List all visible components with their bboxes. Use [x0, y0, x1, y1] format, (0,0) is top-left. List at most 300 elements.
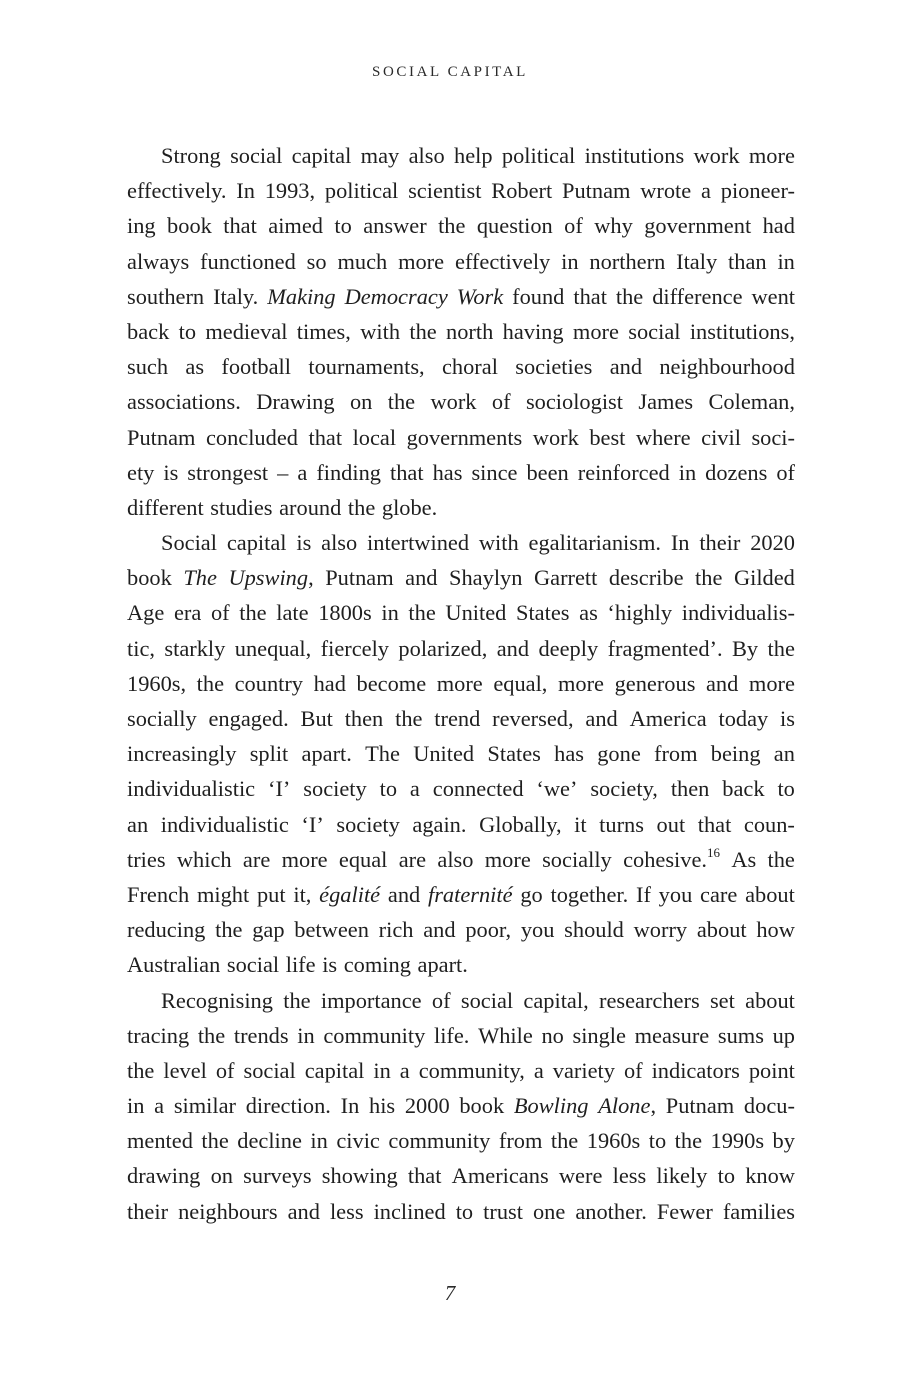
word — [208, 701, 288, 736]
word — [267, 279, 335, 314]
text-run: concluded — [205, 424, 298, 450]
word — [210, 490, 272, 525]
word — [380, 771, 397, 806]
text-run: showing — [321, 1163, 398, 1189]
word — [516, 595, 569, 630]
word — [127, 736, 236, 771]
italic-text: fraternité — [427, 881, 513, 907]
text-run: together. — [550, 881, 629, 907]
word — [676, 244, 717, 279]
text-run: split — [249, 741, 289, 767]
text-run: tournaments, — [308, 354, 425, 380]
word — [206, 420, 298, 455]
word — [310, 1123, 327, 1158]
word — [322, 1158, 398, 1193]
word — [314, 666, 346, 701]
word — [721, 173, 795, 208]
word — [573, 279, 607, 314]
word — [459, 1088, 504, 1123]
word — [751, 279, 795, 314]
text-run: societies — [515, 354, 593, 380]
text-run: political — [501, 143, 576, 168]
word — [609, 560, 684, 595]
word — [575, 1194, 647, 1229]
word — [709, 384, 795, 419]
word — [433, 455, 463, 490]
text-run: to — [648, 1128, 667, 1154]
word — [161, 525, 217, 560]
text-run: 2000 — [404, 1093, 450, 1119]
word — [454, 138, 493, 173]
word — [615, 666, 696, 701]
text-run: than — [728, 248, 767, 274]
word — [561, 244, 578, 279]
word — [127, 1158, 200, 1193]
word — [408, 595, 435, 630]
text-run: his — [369, 1093, 396, 1119]
text-run: Age — [127, 600, 165, 626]
text-run: Putnam — [325, 565, 394, 591]
word — [465, 912, 511, 947]
word — [585, 138, 685, 173]
italic-text: égalité — [319, 881, 381, 907]
word — [413, 736, 474, 771]
text-run: deeply — [538, 635, 599, 661]
word — [701, 420, 741, 455]
text-run: less — [612, 1163, 647, 1189]
text-run: is — [163, 459, 179, 485]
text-run: dozens — [705, 459, 768, 485]
text-line — [127, 983, 795, 1018]
text-run: has — [554, 741, 584, 767]
word — [322, 947, 337, 982]
word — [654, 736, 698, 771]
text-run: that — [697, 811, 732, 837]
word — [230, 138, 282, 173]
text-run: is — [322, 952, 338, 978]
word — [388, 1123, 490, 1158]
word — [734, 560, 795, 595]
text-run: Globally, — [479, 811, 562, 837]
text-run: out — [656, 811, 686, 837]
word — [749, 1053, 795, 1088]
text-run: put — [256, 881, 286, 907]
word — [590, 771, 658, 806]
italic-text: Upswing — [228, 565, 309, 591]
word — [700, 877, 737, 912]
text-run: the — [196, 670, 225, 696]
text-run: community — [323, 1022, 426, 1048]
word — [227, 525, 287, 560]
word — [127, 244, 189, 279]
word — [350, 384, 372, 419]
text-run: in — [561, 248, 579, 274]
word — [649, 1123, 666, 1158]
word — [562, 173, 630, 208]
word — [228, 560, 313, 595]
word — [277, 455, 288, 490]
text-run: in — [373, 1057, 391, 1083]
text-run: level — [163, 1057, 207, 1083]
text-run: Australian — [127, 952, 221, 978]
word — [381, 595, 398, 630]
text-run: then — [670, 776, 710, 802]
word — [408, 1158, 442, 1193]
word — [164, 631, 225, 666]
word — [723, 1194, 795, 1229]
word — [201, 1123, 228, 1158]
text-line — [127, 1194, 795, 1229]
word — [690, 314, 795, 349]
word — [234, 1018, 289, 1053]
word — [610, 349, 642, 384]
text-run: studies — [210, 494, 273, 520]
text-run: such — [127, 354, 169, 380]
text-run: finding — [316, 459, 381, 485]
text-run: researchers — [598, 987, 700, 1013]
text-run: tracing — [127, 1022, 190, 1048]
text-run: and — [287, 1198, 320, 1224]
text-run: Strong — [161, 143, 221, 168]
text-run: to — [379, 776, 398, 802]
text-run: in — [777, 248, 795, 274]
word — [644, 208, 751, 243]
text-run: 1990s — [710, 1128, 765, 1154]
word — [127, 1194, 168, 1229]
text-run: aimed — [268, 213, 323, 239]
text-run: 2020 — [750, 530, 795, 556]
text-line — [127, 631, 795, 666]
text-run: United — [413, 741, 475, 767]
word — [325, 173, 398, 208]
text-run: should — [564, 917, 624, 943]
word — [589, 244, 665, 279]
text-run: socially — [542, 846, 612, 872]
text-run: it, — [293, 881, 312, 907]
text-run: of — [491, 389, 511, 415]
text-run: social — [226, 952, 280, 978]
word — [598, 1088, 656, 1123]
word — [682, 595, 795, 630]
text-run: capital, — [523, 987, 589, 1013]
word — [437, 666, 483, 701]
text-line — [127, 244, 795, 279]
text-run: back — [127, 318, 170, 344]
text-line — [127, 384, 795, 419]
word — [302, 736, 352, 771]
text-run: in — [127, 1093, 145, 1119]
paragraph — [127, 983, 795, 1229]
word — [127, 1123, 193, 1158]
text-run: become — [356, 670, 427, 696]
text-run: difference — [652, 283, 743, 309]
text-run: French — [127, 881, 190, 907]
word — [216, 1053, 235, 1088]
text-run: Putnam — [127, 424, 196, 450]
word — [437, 842, 473, 877]
text-run: indicators — [651, 1057, 740, 1083]
text-run: and — [387, 881, 421, 907]
word — [613, 1158, 647, 1193]
word — [418, 947, 468, 982]
text-run: drawing — [127, 1163, 201, 1189]
text-line — [127, 947, 795, 982]
word — [574, 807, 586, 842]
text-run: Recognising — [161, 987, 273, 1013]
word — [339, 842, 388, 877]
text-run: measure — [634, 1022, 710, 1048]
word — [183, 560, 217, 595]
word — [705, 455, 767, 490]
text-run: it — [574, 811, 587, 837]
text-run: sociologist — [525, 389, 623, 415]
text-run: direction. — [245, 1093, 331, 1119]
word — [250, 736, 289, 771]
text-run: had — [762, 213, 795, 239]
word — [407, 420, 523, 455]
word — [430, 384, 476, 419]
word — [478, 1018, 533, 1053]
word — [369, 1088, 395, 1123]
text-run: individualistic — [160, 811, 289, 837]
text-run: the — [127, 1057, 155, 1083]
word — [616, 279, 643, 314]
text-run: the — [197, 1022, 226, 1048]
text-run: you — [520, 917, 555, 943]
word — [282, 842, 328, 877]
word — [529, 525, 661, 560]
word — [608, 631, 723, 666]
text-run: strongest — [187, 459, 269, 485]
word — [432, 983, 451, 1018]
text-run: more — [281, 846, 328, 872]
text-run: their — [127, 1198, 169, 1224]
text-run: political — [324, 178, 399, 204]
word — [296, 525, 311, 560]
word — [776, 455, 795, 490]
text-run: the — [201, 1128, 229, 1154]
text-run: set — [709, 987, 735, 1013]
word — [211, 1158, 233, 1193]
word — [749, 666, 795, 701]
text-run: While — [478, 1022, 533, 1048]
text-run: sums — [717, 1022, 764, 1048]
word — [536, 771, 577, 806]
word — [777, 244, 794, 279]
page-number: 7 — [444, 1281, 456, 1305]
word — [390, 455, 424, 490]
text-run: civil — [701, 424, 741, 450]
text-run: increasingly — [127, 741, 237, 767]
text-run: why — [594, 213, 633, 239]
word — [223, 208, 257, 243]
word — [301, 701, 333, 736]
word — [711, 1123, 765, 1158]
text-run: social — [243, 1057, 296, 1083]
text-run: a — [399, 1057, 410, 1083]
body-text — [127, 138, 795, 1229]
word — [514, 1088, 589, 1123]
text-run: and — [496, 635, 530, 661]
text-run: importance — [320, 987, 422, 1013]
word — [579, 595, 598, 630]
text-run: the — [347, 494, 376, 520]
text-run: more — [398, 248, 445, 274]
word — [127, 1018, 189, 1053]
word — [572, 1018, 625, 1053]
word — [336, 807, 399, 842]
text-run: cohesive. — [623, 846, 707, 872]
word — [695, 560, 722, 595]
text-run: the — [409, 318, 437, 344]
word — [542, 842, 612, 877]
text-run: and — [705, 670, 739, 696]
word — [756, 912, 795, 947]
text-run: another. — [575, 1198, 647, 1224]
text-run: society — [303, 776, 367, 802]
text-run: point — [748, 1057, 795, 1083]
italic-text: Alone — [598, 1093, 651, 1119]
text-run: in — [297, 1022, 315, 1048]
word — [336, 1123, 380, 1158]
text-run: If — [635, 881, 651, 907]
word — [345, 701, 384, 736]
word — [268, 208, 323, 243]
word — [388, 384, 415, 419]
text-run: again. — [412, 811, 467, 837]
word — [652, 1053, 740, 1088]
word — [483, 1194, 523, 1229]
word — [477, 208, 553, 243]
word — [445, 595, 506, 630]
word — [515, 349, 592, 384]
word — [675, 1123, 702, 1158]
text-run: governments — [406, 424, 523, 450]
text-run: government — [644, 213, 752, 239]
word — [288, 1194, 320, 1229]
text-run: best — [589, 424, 626, 450]
word — [433, 771, 524, 806]
word — [409, 314, 436, 349]
word — [379, 912, 414, 947]
text-run: a — [701, 178, 711, 204]
word — [318, 595, 372, 630]
text-run: the — [283, 987, 311, 1013]
text-run: Drawing — [256, 389, 335, 415]
text-run: might — [196, 881, 250, 907]
word — [652, 279, 742, 314]
word — [405, 1088, 450, 1123]
text-run: up — [772, 1022, 795, 1048]
word — [200, 244, 296, 279]
text-run: may — [360, 143, 400, 168]
word — [127, 349, 168, 384]
word — [321, 525, 357, 560]
word — [323, 1018, 425, 1053]
text-run: choral — [441, 354, 498, 380]
word — [211, 595, 230, 630]
text-run: also — [321, 530, 358, 556]
text-run: around — [279, 494, 342, 520]
word — [297, 1018, 314, 1053]
text-run: fragmented’. — [607, 635, 723, 661]
word — [286, 947, 316, 982]
word — [492, 701, 573, 736]
word — [750, 525, 795, 560]
text-run: always — [127, 248, 190, 274]
word — [127, 877, 189, 912]
text-run: United — [445, 600, 507, 626]
text-run: 1993, — [264, 178, 316, 204]
word — [243, 1053, 295, 1088]
word — [479, 525, 519, 560]
word — [587, 1123, 641, 1158]
word — [671, 771, 710, 806]
word — [215, 912, 242, 947]
text-run: an — [127, 811, 149, 837]
text-run: – — [277, 459, 289, 485]
word — [503, 314, 564, 349]
text-run: on — [349, 389, 373, 415]
text-run: tic, — [127, 635, 155, 661]
text-run: Americans — [451, 1163, 549, 1189]
text-line — [127, 807, 795, 842]
word — [701, 173, 711, 208]
text-run: likely — [656, 1163, 708, 1189]
word — [307, 244, 327, 279]
word — [301, 807, 323, 842]
text-run: Coleman, — [708, 389, 795, 415]
word — [521, 912, 555, 947]
text-run: care — [700, 881, 738, 907]
word — [533, 420, 579, 455]
text-run: apart. — [417, 952, 468, 978]
text-run: a — [533, 1057, 544, 1083]
word — [297, 455, 307, 490]
word — [305, 1053, 365, 1088]
word — [319, 877, 380, 912]
word — [638, 384, 693, 419]
word — [382, 490, 437, 525]
text-run: less — [329, 1198, 364, 1224]
word — [337, 244, 387, 279]
text-line — [127, 877, 795, 912]
word — [334, 208, 351, 243]
word — [197, 666, 224, 701]
text-run: era — [173, 600, 202, 626]
word — [751, 420, 795, 455]
text-run: effectively — [454, 248, 551, 274]
text-line — [127, 912, 795, 947]
word — [321, 983, 422, 1018]
word — [268, 771, 290, 806]
text-run: mented — [127, 1128, 193, 1154]
text-run: been — [526, 459, 569, 485]
text-run: generous — [614, 670, 696, 696]
text-run: social — [460, 987, 514, 1013]
text-run: polarized, — [398, 635, 488, 661]
word — [449, 560, 522, 595]
word — [276, 595, 308, 630]
text-run: society, — [590, 776, 658, 802]
text-run: civic — [336, 1128, 380, 1154]
text-run: pioneer- — [720, 178, 795, 204]
text-run: know — [745, 1163, 795, 1189]
text-run: and — [405, 565, 438, 591]
text-run: an — [773, 741, 795, 767]
text-run: in — [678, 459, 697, 485]
text-line — [127, 666, 795, 701]
